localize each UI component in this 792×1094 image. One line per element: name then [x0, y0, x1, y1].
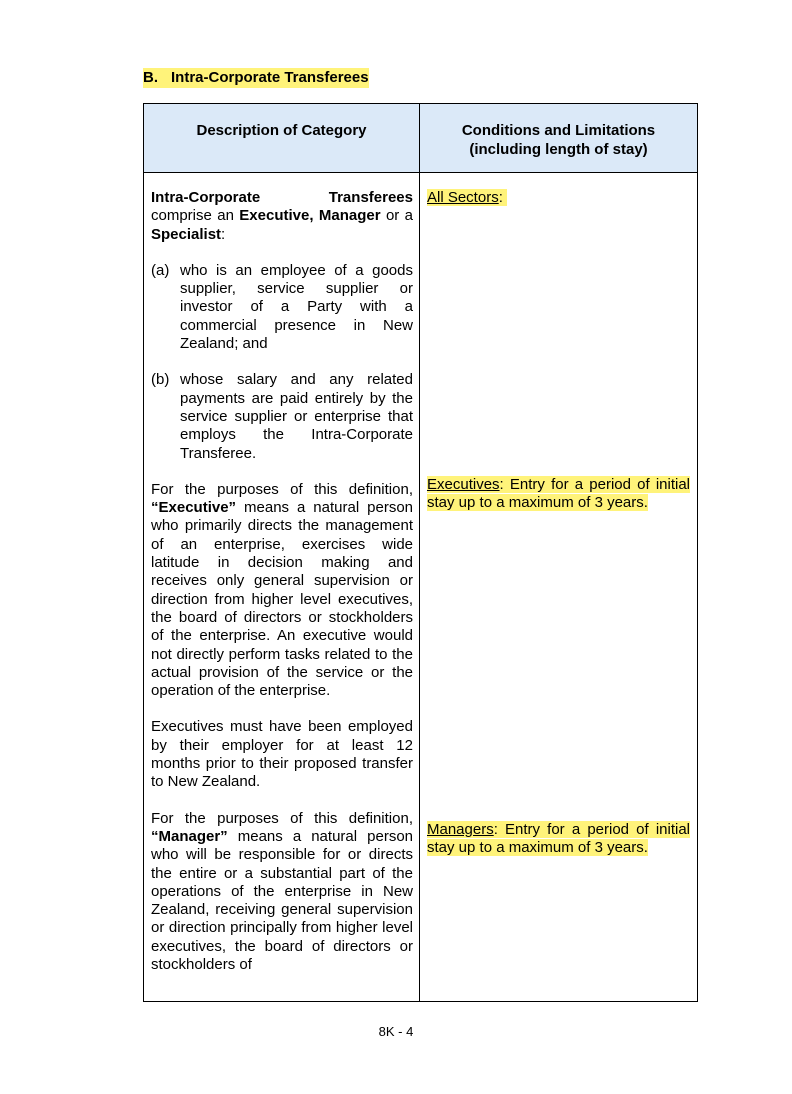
col-conditions-line2: (including length of stay) [469, 141, 648, 158]
executive-definition: For the purposes of this definition, “Executive” means a natural person who primarily directs the management of an enterprise, exercises wide latitude in decision making and receives only general supervision or direction from higher level executives, the board of directors or stockholders of the enterprise. An executive would not directly perform tasks related to the actual provision of the service or the operation of the enterprise. [151, 480, 413, 700]
managers-condition: Managers: Entry for a period of initial stay up to a maximum of 3 years. [427, 821, 690, 857]
executives-condition: Executives: Entry for a period of initial stay up to a maximum of 3 years. [427, 476, 690, 512]
all-sectors-block: All Sectors: [427, 189, 690, 207]
col-conditions-header [420, 104, 698, 173]
section-letter: B. [143, 69, 158, 86]
section-heading [143, 68, 369, 88]
list-item-b: (b) whose salary and any related payments are paid entirely by the service supplier or enterprise that employs the Intra-Corporate Transferee. [151, 371, 413, 462]
description-cell [144, 173, 420, 1002]
managers-label: Managers [427, 821, 494, 838]
intro-paragraph: Intra-Corporate Transferees comprise an Executive, Manager or a Specialist: [151, 189, 414, 243]
list-item-a: (a) who is an employee of a goods supplier, service supplier or investor of a Party with a commercial presence in New Zealand; and [151, 261, 413, 353]
term-specialist: Specialist [151, 225, 222, 243]
table-body-row [144, 173, 698, 1002]
conditions-cell [420, 173, 698, 1002]
col-description-header: Description of Category [144, 104, 420, 173]
executives-label: Executives [427, 476, 500, 493]
col-conditions-line1: Conditions and Limitations [461, 122, 656, 139]
term-exec-manager: Executive, Manager [239, 207, 381, 225]
table-header-row [144, 104, 698, 173]
category-table [143, 103, 698, 1002]
all-sectors-label: All Sectors [427, 189, 499, 206]
executive-requirement: Executives must have been employed by their employer for at least 12 months prior to their proposed transfer to New Zealand. [151, 718, 413, 791]
term-ict: Intra-Corporate Transferees [151, 189, 413, 206]
page-number: 8K - 4 [378, 1024, 414, 1039]
section-title: Intra-Corporate Transferees [171, 69, 369, 86]
manager-definition: For the purposes of this definition, “Manager” means a natural person who will be responsible for or directs the entire or a substantial part of the operations of the enterprise in New Zealand, receiving general supervision or direction principally from higher level executives, the board of directors or stockholders of [151, 809, 413, 973]
